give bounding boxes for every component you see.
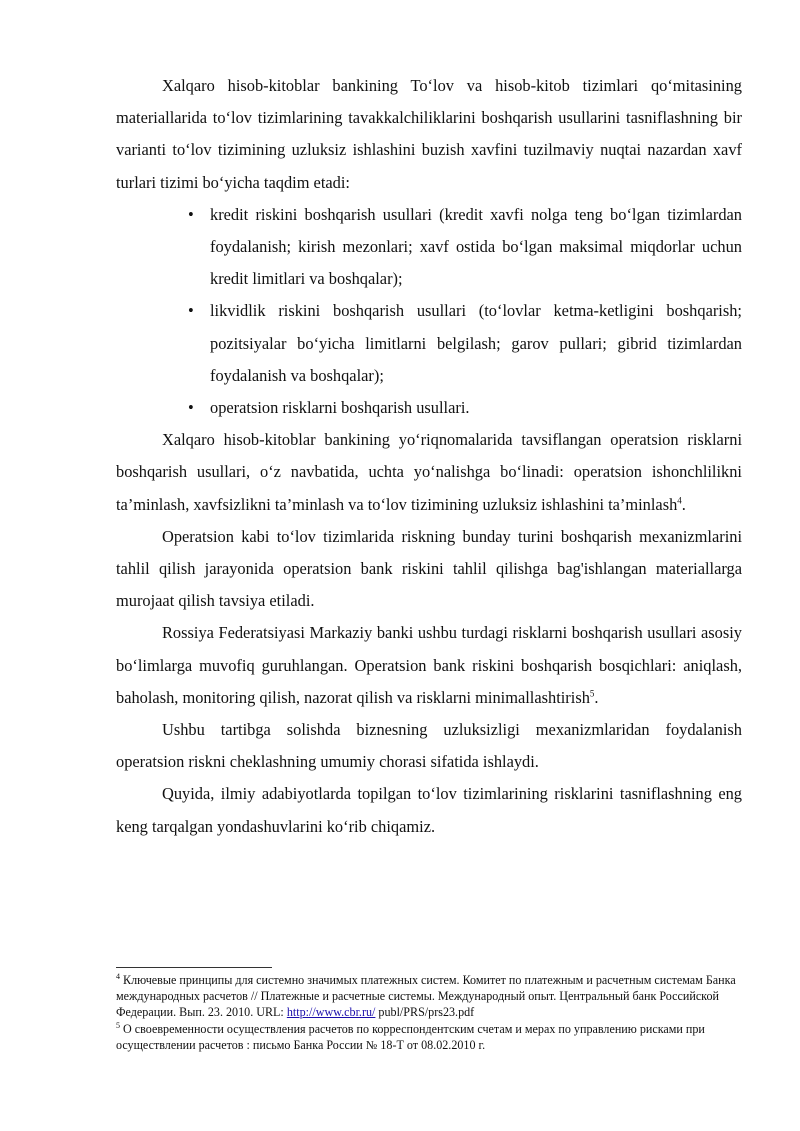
footnote-text: О своевременности осуществления расчетов по корреспондентским счетам и мерах по управлению рисками при осуществлении расчетов : письмо Банка России № 18-Т от 08.02.2010 г. — [116, 1021, 705, 1052]
footnote-mark: 4 — [116, 971, 120, 981]
paragraph-operational-methods — [116, 424, 742, 521]
bullet-text: operatsion risklarni boshqarish usullari. — [210, 398, 470, 418]
bullet-text: kredit riskini boshqarish usullari (kredit xavfi nolga teng bo‘lgan tizimlardan foydalanish; kirish mezonlari; xavf ostida bo‘lgan maksimal miqdorlar uchun kredit limitlari va boshqalar); — [210, 204, 742, 289]
paragraph-central-bank — [116, 617, 742, 714]
paragraph-end: . — [681, 494, 686, 514]
bullet-marker: • — [188, 204, 194, 224]
footnote-separator — [116, 967, 272, 968]
bullet-list — [188, 199, 742, 424]
paragraph-approaches: Quyida, ilmiy adabiyotlarda topilgan to‘lov tizimlarining risklarini tasniflashning eng keng tarqalgan yondashuvlarini ko‘rib chiqamiz. — [116, 784, 742, 836]
footnote-text: Ключевые принципы для системно значимых платежных систем. Комитет по платежным и расчетным системам Банка международных расчетов // Платежные и расчетные системы. Международный опыт. Центральный банк Российской Федерации. Вып. 23. 2010. URL: — [116, 973, 736, 1020]
paragraph-continuity: Ushbu tartibga solishda biznesning uzluksizligi mexanizmlaridan foydalanish operatsion riskni cheklashning umumiy chorasi sifatida ishlaydi. — [116, 720, 742, 772]
footnote-link[interactable]: http://www.cbr.ru/ — [286, 1005, 376, 1020]
footnote-5 — [116, 1021, 746, 1053]
bullet-item-credit-risk — [188, 199, 742, 296]
footnote-mark: 5 — [116, 1020, 120, 1030]
footnote-ref-5[interactable]: 5 — [589, 688, 595, 699]
bullet-item-liquidity-risk — [188, 295, 742, 392]
main-text — [116, 70, 742, 843]
bullet-marker: • — [188, 301, 194, 321]
bullet-text: likvidlik riskini boshqarish usullari (to‘lovlar ketma-ketligini boshqarish; pozitsiyalar bo‘yicha limitlarni belgilash; garov pullari; gibrid tizimlardan foydalanish va boshqalar); — [210, 301, 742, 385]
bullet-marker: • — [188, 398, 194, 418]
bullet-item-operational-risk — [188, 392, 742, 424]
paragraph-analysis: Operatsion kabi to‘lov tizimlarida riskning bunday turini boshqarish mexanizmlarini tahlil qilish jarayonida operatsion bank riskini tahlil qilishga bag'ishlangan materiallarga murojaat qilish tavsiya etiladi. — [116, 526, 742, 611]
footnote-ref-4[interactable]: 4 — [677, 495, 682, 506]
paragraph-intro: Xalqaro hisob-kitoblar bankining To‘lov va hisob-kitob tizimlari qo‘mitasining materiallarida to‘lov tizimlarining tavakkalchiliklarini boshqarish usullarini tasniflashning bir varianti to‘lov tizimining uzluksiz ishlashini buzish xavfini tuzilmaviy nuqtai nazardan xavf turlari tizimi bo‘yicha taqdim etadi: — [116, 76, 742, 192]
paragraph-end: . — [594, 687, 599, 707]
paragraph-text: Rossiya Federatsiyasi Markaziy banki ushbu turdagi risklarni boshqarish usullari asosiy bo‘limlarga muvofiq guruhlangan. Operatsion bank riskini boshqarish bosqichlari: aniqlash, baholash, monitoring qilish, nazorat qilish va risklarni minimallashtirish — [116, 623, 742, 707]
footnote-text-end: publ/PRS/prs23.pdf — [375, 1005, 475, 1020]
footnotes — [116, 972, 746, 1053]
footnote-4 — [116, 972, 746, 1021]
paragraph-text: Xalqaro hisob-kitoblar bankining yo‘riqnomalarida tavsiflangan operatsion risklarni boshqarish usullari, o‘z navbatida, uchta yo‘nalishga bo‘linadi: operatsion ishonchlilikni ta’minlash, xavfsizlikni ta’minlash va to‘lov tizimining uzluksiz ishlashini ta’minlash — [116, 430, 742, 514]
